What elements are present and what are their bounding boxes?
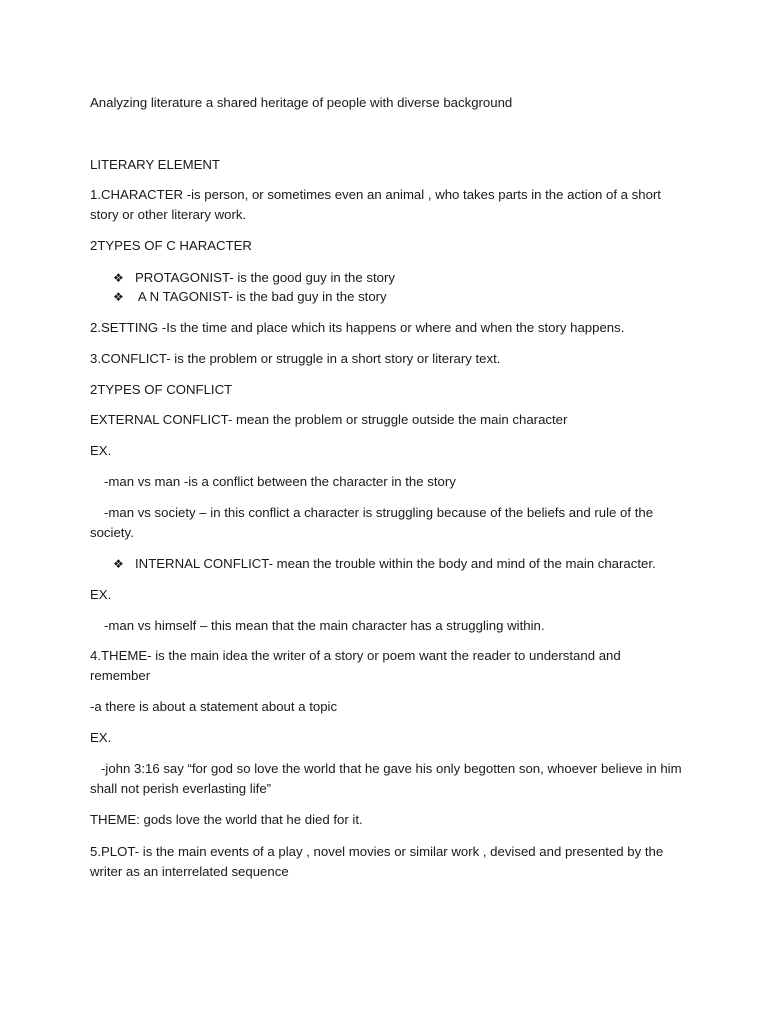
internal-conflict-text: INTERNAL CONFLICT- mean the trouble within the body and mind of the main character.	[135, 556, 656, 571]
example-label: EX.	[90, 730, 112, 745]
example-label: EX.	[90, 443, 112, 458]
plot-definition: 5.PLOT- is the main events of a play , novel movies or similar work , devised and presented by the writer as an interrelated sequence	[90, 844, 664, 879]
man-vs-himself-example: -man vs himself – this mean that the main character has a struggling within.	[104, 618, 545, 633]
conflict-definition: 3.CONFLICT- is the problem or struggle in a short story or literary text.	[90, 351, 501, 366]
antagonist-list-item	[113, 287, 387, 308]
theme-example: THEME: gods love the world that he died for it.	[90, 812, 363, 827]
types-of-character-heading: 2TYPES OF C HARACTER	[90, 238, 252, 253]
example-label: EX.	[90, 587, 112, 602]
man-vs-society-example: -man vs society – in this conflict a character is struggling because of the beliefs and rule of the society.	[90, 505, 654, 540]
antagonist-text: A N TAGONIST- is the bad guy in the story	[135, 289, 387, 304]
types-of-conflict-heading: 2TYPES OF CONFLICT	[90, 382, 233, 397]
diamond-bullet-icon: ❖	[113, 557, 124, 571]
protagonist-text: PROTAGONIST- is the good guy in the story	[135, 270, 395, 285]
diamond-bullet-icon: ❖	[113, 290, 124, 304]
internal-conflict-list-item	[113, 554, 656, 575]
diamond-bullet-icon: ❖	[113, 271, 124, 285]
setting-definition: 2.SETTING -Is the time and place which its happens or where and when the story happens.	[90, 320, 625, 335]
theme-note: -a there is about a statement about a topic	[90, 699, 338, 714]
man-vs-man-example: -man vs man -is a conflict between the character in the story	[104, 474, 456, 489]
document-title: Analyzing literature a shared heritage of people with diverse background	[90, 95, 513, 110]
protagonist-list-item	[113, 268, 395, 289]
section-heading: LITERARY ELEMENT	[90, 157, 220, 172]
john-quote-example: -john 3:16 say “for god so love the world that he gave his only begotten son, whoever believe in him shall not perish everlasting life”	[90, 761, 682, 796]
theme-definition: 4.THEME- is the main idea the writer of a story or poem want the reader to understand and remember	[90, 648, 621, 683]
character-definition: 1.CHARACTER -is person, or sometimes even an animal , who takes parts in the action of a short story or other literary work.	[90, 187, 661, 222]
external-conflict-definition: EXTERNAL CONFLICT- mean the problem or struggle outside the main character	[90, 412, 568, 427]
